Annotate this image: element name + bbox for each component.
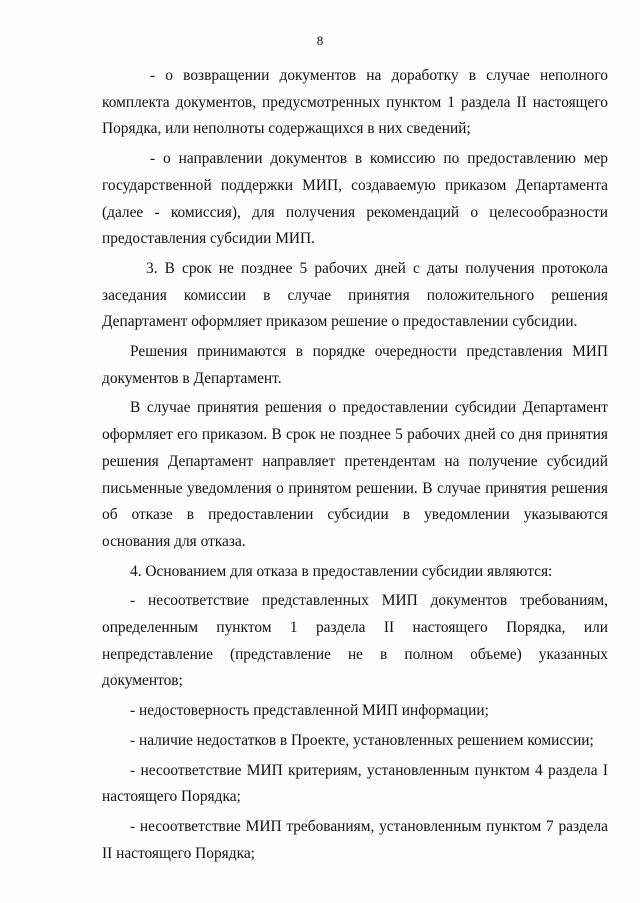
paragraph-reason-criteria: - несоответствие МИП критериям, установленным пунктом 4 раздела I настоящего Порядка; — [102, 761, 608, 806]
paragraph-item-3: 3. В срок не позднее 5 рабочих дней с даты получения протокола заседания комиссии в случае принятия положительного решения Департамент оформляет приказом решение о предоставлении субсидии. — [102, 259, 608, 331]
document-body — [102, 63, 608, 867]
paragraph-send-to-commission: - о направлении документов в комиссию по предоставлению мер государственной поддержки МИП, создаваемую приказом Департамента (далее - комиссия), для получения рекомендаций о целесообразности предоставления субсидии МИП. — [102, 150, 608, 248]
paragraph-reason-documents: - несоответствие представленных МИП документов требованиям, определенным пунктом 1 раздела II настоящего Порядка, или непредставление (представление не в полном объеме) указанных документов; — [102, 592, 608, 690]
paragraph-item-4: 4. Основанием для отказа в предоставлении субсидии являются: — [130, 562, 553, 580]
paragraph-return-documents: - о возвращении документов на доработку в случае неполного комплекта документов, предусмотренных пунктом 1 раздела II настоящего Порядка, или неполноты содержащихся в них сведений; — [102, 67, 608, 138]
paragraph-decisions-order: Решения принимаются в порядке очередности представления МИП документов в Департамент. — [102, 343, 608, 387]
paragraph-reason-requirements: - несоответствие МИП требованиям, установленным пунктом 7 раздела II настоящего Порядка; — [102, 817, 608, 862]
page-number: 8 — [316, 33, 324, 48]
paragraph-reason-unreliable-info: - недостоверность представленной МИП информации; — [130, 702, 489, 720]
paragraph-reason-project-defects: - наличие недостатков в Проекте, установленных решением комиссии; — [130, 731, 594, 749]
paragraph-decision-notification: В случае принятия решения о предоставлении субсидии Департамент оформляет его приказом. В срок не позднее 5 рабочих дней со дня принятия решения Департамент направляет претендентам на получение субсидий письменные уведомления о принятом решении. В случае принятия решения об отказе в предоставлении субсидии в уведомлении указываются основания для отказа. — [102, 399, 608, 550]
